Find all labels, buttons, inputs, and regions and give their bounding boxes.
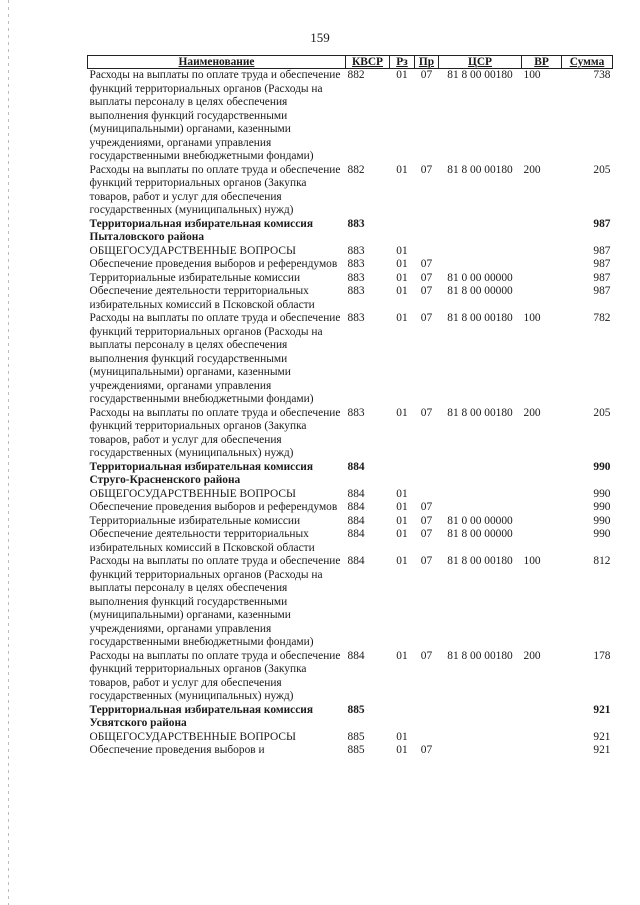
cell-name: Расходы на выплаты по оплате труда и обеспечение функций территориальных органов (Расходы на выплаты персоналу в целях обеспечения выполнения функций государственными (муниципальными) органами, казенными учреждениями, органами управления государственными внебюджетными фондами) [89,69,341,162]
cell-name: ОБЩЕГОСУДАРСТВЕННЫЕ ВОПРОСЫ [89,244,296,257]
cell-csr [439,245,522,259]
cell-csr [439,501,522,515]
cell-csr: 81 0 00 00000 [447,514,513,527]
cell-sum: 990 [593,501,611,513]
page-number: 159 [310,30,330,45]
cell-sum: 812 [593,555,611,567]
cell-vr [522,528,562,555]
header-rz: Рз [390,56,415,69]
table-row [88,407,613,461]
cell-kvsr: 882 [347,163,365,176]
cell-kvsr: 885 [347,730,365,743]
table-row [88,285,613,312]
cell-csr: 81 8 00 00000 [447,528,513,540]
table-row [88,245,613,259]
cell-name: Обеспечение проведения выборов и референдумов [89,258,338,270]
cell-pr: 07 [420,406,433,419]
cell-rz: 01 [396,163,408,176]
cell-sum: 987 [593,271,611,284]
cell-csr: 81 8 00 00180 [447,406,513,419]
cell-sum: 990 [593,514,611,527]
cell-sum: 738 [593,69,611,81]
cell-pr: 07 [420,285,433,297]
cell-rz: 01 [396,258,408,270]
cell-kvsr: 885 [347,703,365,716]
cell-vr: 200 [523,406,541,419]
cell-sum: 987 [593,217,611,230]
cell-kvsr: 883 [347,285,365,297]
cell-kvsr: 882 [347,69,365,81]
cell-rz: 01 [396,244,408,257]
cell-vr [522,501,562,515]
cell-vr: 100 [523,69,541,81]
cell-vr [522,258,562,272]
cell-pr [415,245,439,259]
cell-vr: 100 [523,312,541,324]
table-row [88,555,613,650]
cell-pr [415,488,439,502]
cell-csr [439,731,522,745]
table-row [88,731,613,745]
cell-name: Обеспечение деятельности территориальных избирательных комиссий в Псковской области [89,285,315,311]
cell-kvsr: 885 [347,744,365,756]
cell-pr [415,731,439,745]
cell-kvsr: 884 [347,555,365,567]
cell-name: Расходы на выплаты по оплате труда и обеспечение функций территориальных органов (Закупка товаров, работ и услуг для обеспечения государственных (муниципальных) нужд) [89,649,341,702]
cell-name: Обеспечение деятельности территориальных избирательных комиссий в Псковской области [89,528,315,554]
table-row [88,528,613,555]
cell-name: Расходы на выплаты по оплате труда и обеспечение функций территориальных органов (Закупка товаров, работ и услуг для обеспечения государственных (муниципальных) нужд) [89,163,341,216]
cell-pr: 07 [420,514,433,527]
cell-kvsr: 884 [347,514,365,527]
cell-pr: 07 [420,555,433,567]
cell-rz: 01 [396,285,408,297]
cell-rz: 01 [396,528,408,540]
header-sum: Сумма [562,56,613,69]
cell-name: Обеспечение проведения выборов и референдумов [89,501,338,513]
cell-name: ОБЩЕГОСУДАРСТВЕННЫЕ ВОПРОСЫ [89,730,296,743]
cell-rz [390,461,415,488]
cell-pr: 07 [420,271,433,284]
cell-pr: 07 [420,69,433,81]
cell-name: ОБЩЕГОСУДАРСТВЕННЫЕ ВОПРОСЫ [89,487,296,500]
header-name: Наименование [88,56,346,69]
cell-kvsr: 884 [347,501,365,513]
cell-rz: 01 [396,487,408,500]
cell-rz: 01 [396,649,408,662]
cell-name: Расходы на выплаты по оплате труда и обеспечение функций территориальных органов (Расходы на выплаты персоналу в целях обеспечения выполнения функций государственными (муниципальными) органами, казенными учреждениями, органами управления государственными внебюджетными фондами) [89,555,341,648]
cell-rz: 01 [396,69,408,81]
cell-rz [390,218,415,245]
cell-vr: 100 [523,555,541,567]
cell-csr: 81 8 00 00180 [447,649,513,662]
cell-sum: 990 [593,528,611,540]
cell-pr [415,218,439,245]
cell-name: Территориальные избирательные комиссии [89,514,301,527]
cell-sum: 178 [593,649,611,662]
cell-csr: 81 8 00 00180 [447,163,513,176]
cell-kvsr: 883 [347,312,365,324]
cell-csr [439,218,522,245]
cell-kvsr: 884 [347,649,365,662]
cell-rz: 01 [396,312,408,324]
cell-sum: 987 [593,285,611,297]
cell-kvsr: 883 [347,244,365,257]
cell-pr: 07 [420,744,433,756]
table-row [88,650,613,704]
cell-name: Обеспечение проведения выборов и [89,744,265,756]
cell-kvsr: 884 [347,460,365,473]
cell-csr: 81 8 00 00180 [447,555,513,567]
cell-name: Территориальная избирательная комиссия Пыталовского района [89,217,313,243]
cell-csr [439,258,522,272]
cell-vr [522,245,562,259]
cell-pr: 07 [420,312,433,324]
table-row [88,218,613,245]
cell-pr [415,461,439,488]
cell-rz: 01 [396,514,408,527]
header-csr: ЦСР [439,56,522,69]
cell-vr [522,731,562,745]
cell-vr [522,744,562,758]
cell-vr [522,704,562,731]
table-row [88,69,613,164]
cell-csr [439,704,522,731]
cell-sum: 921 [593,703,611,716]
cell-csr: 81 8 00 00000 [447,285,513,297]
header-vr: ВР [522,56,562,69]
cell-kvsr: 883 [347,258,365,270]
cell-pr: 07 [420,501,433,513]
cell-kvsr: 884 [347,487,365,500]
cell-kvsr: 884 [347,528,365,540]
table-row [88,744,613,758]
cell-vr [522,272,562,286]
cell-sum: 921 [593,744,611,756]
header-pr: Пр [415,56,439,69]
cell-rz: 01 [396,555,408,567]
cell-vr [522,461,562,488]
cell-sum: 205 [593,163,611,176]
table-row [88,501,613,515]
cell-pr: 07 [420,649,433,662]
cell-name: Расходы на выплаты по оплате труда и обеспечение функций территориальных органов (Закупка товаров, работ и услуг для обеспечения государственных (муниципальных) нужд) [89,406,341,459]
cell-kvsr: 883 [347,406,365,419]
cell-vr [522,488,562,502]
cell-name: Территориальная избирательная комиссия Струго-Красненского района [89,460,313,486]
cell-rz: 01 [396,501,408,513]
scan-edge [8,0,9,905]
cell-pr: 07 [420,163,433,176]
cell-csr: 81 0 00 00000 [447,271,513,284]
cell-vr [522,515,562,529]
cell-pr: 07 [420,258,433,270]
table-header-row [88,56,613,69]
table-row [88,488,613,502]
cell-csr [439,488,522,502]
cell-sum: 990 [593,460,611,473]
cell-csr: 81 8 00 00180 [447,69,513,81]
table-row [88,272,613,286]
cell-sum: 921 [593,730,611,743]
cell-kvsr: 883 [347,271,365,284]
cell-csr [439,744,522,758]
cell-sum: 987 [593,244,611,257]
table-row [88,312,613,407]
budget-table [87,55,613,758]
table-row [88,461,613,488]
cell-sum: 782 [593,312,611,324]
cell-sum: 987 [593,258,611,270]
cell-kvsr: 883 [347,217,365,230]
table-row [88,704,613,731]
table-row [88,258,613,272]
cell-rz: 01 [396,271,408,284]
table-row [88,164,613,218]
header-kvsr: КВСР [346,56,390,69]
cell-rz [390,704,415,731]
cell-pr [415,704,439,731]
cell-vr: 200 [523,163,541,176]
cell-rz: 01 [396,730,408,743]
table-body [88,69,613,758]
cell-name: Расходы на выплаты по оплате труда и обеспечение функций территориальных органов (Расходы на выплаты персоналу в целях обеспечения выполнения функций государственными (муниципальными) органами, казенными учреждениями, органами управления государственными внебюджетными фондами) [89,312,341,405]
cell-rz: 01 [396,744,408,756]
cell-rz: 01 [396,406,408,419]
cell-name: Территориальные избирательные комиссии [89,271,301,284]
cell-pr: 07 [420,528,433,540]
cell-sum: 205 [593,406,611,419]
table-row [88,515,613,529]
cell-vr: 200 [523,649,541,662]
cell-vr [522,218,562,245]
cell-name: Территориальная избирательная комиссия Усвятского района [89,703,313,729]
cell-sum: 990 [593,487,611,500]
cell-vr [522,285,562,312]
cell-csr: 81 8 00 00180 [447,312,513,324]
cell-csr [439,461,522,488]
